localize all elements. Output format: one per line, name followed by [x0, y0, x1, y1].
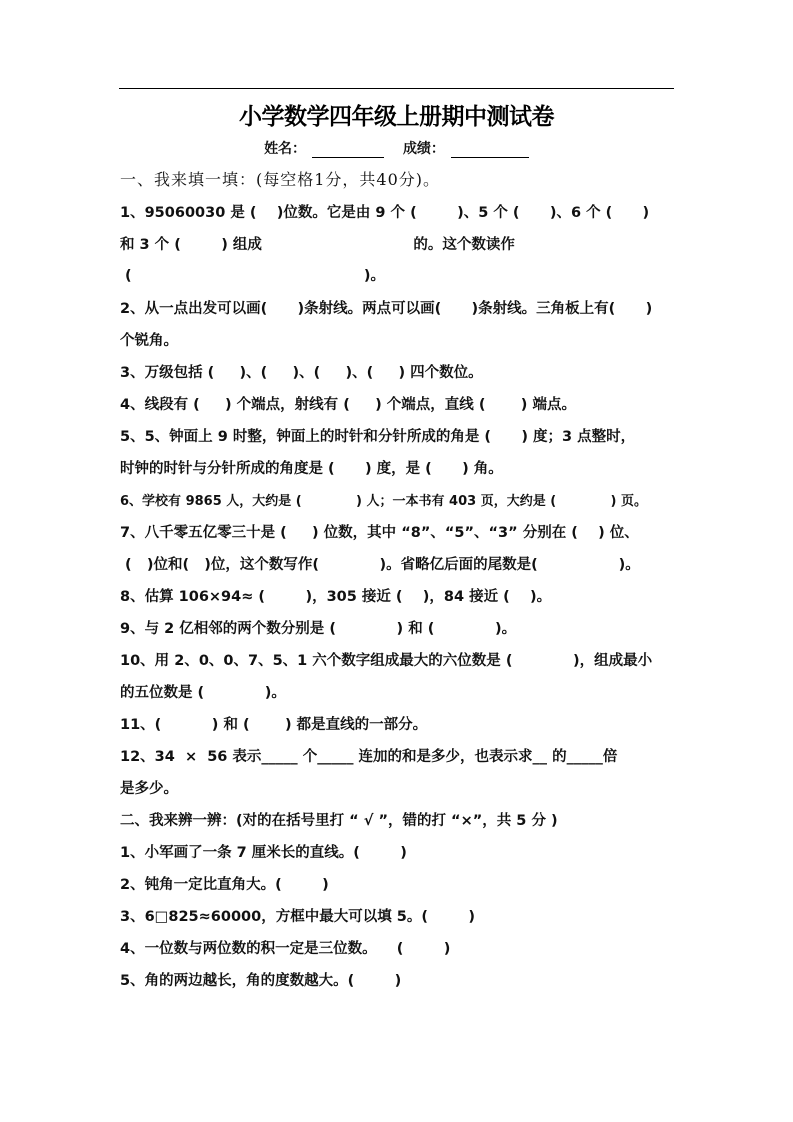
- name-field[interactable]: [312, 143, 384, 158]
- header-rule: [119, 88, 674, 89]
- question-3: 3、万级包括 ( )、( )、( )、( ) 四个数位。: [120, 365, 483, 381]
- score-label: 成绩：: [402, 141, 445, 157]
- question-1-line-1: 1、95060030 是 ( )位数。它是由 9 个 ( )、5 个 ( )、6 个 ( ): [120, 205, 650, 221]
- judge-question-1: 1、小军画了一条 7 厘米长的直线。( ): [120, 845, 407, 861]
- section-2-heading: 二、我来辨一辨：(对的在括号里打 “ √ ”，错的打 “×”，共 5 分 ): [120, 813, 558, 829]
- name-label: 姓名：: [264, 141, 307, 157]
- question-8: 8、估算 106×94≈ ( )，305 接近 ( )，84 接近 ( )。: [120, 589, 552, 605]
- question-1-line-3: ( )。: [120, 268, 386, 284]
- score-field[interactable]: [451, 143, 529, 158]
- question-5-line-2: 时钟的时针与分针所成的角度是 ( ) 度，是 ( ) 角。: [120, 461, 503, 477]
- question-6: 6、学校有 9865 人，大约是 ( ) 人；一本书有 403 页，大约是 ( ) 页。: [120, 494, 647, 509]
- question-9: 9、与 2 亿相邻的两个数分别是 ( ) 和 ( )。: [120, 621, 517, 637]
- question-2-line-1: 2、从一点出发可以画( )条射线。两点可以画( )条射线。三角板上有( ): [120, 301, 653, 317]
- question-7-line-2: ( )位和( )位，这个数写作( )。省略亿后面的尾数是( )。: [120, 557, 640, 573]
- question-2-line-2: 个锐角。: [120, 333, 178, 349]
- question-7-line-1: 7、八千零五亿零三十是 ( ) 位数，其中 “8”、“5”、“3” 分别在 ( ) 位、: [120, 525, 639, 541]
- question-4: 4、线段有 ( ) 个端点，射线有 ( ) 个端点，直线 ( ) 端点。: [120, 397, 576, 413]
- judge-question-4: 4、一位数与两位数的积一定是三位数。 ( ): [120, 941, 451, 957]
- section-1-heading: 一、我来填一填：(每空格1分，共40分)。: [120, 170, 441, 189]
- question-11: 11、( ) 和 ( ) 都是直线的一部分。: [120, 717, 428, 733]
- question-5-line-1: 5、5、钟面上 9 时整，钟面上的时针和分针所成的角是 ( ) 度；3 点整时，: [120, 429, 636, 445]
- page-title: 小学数学四年级上册期中测试卷: [239, 104, 554, 130]
- judge-question-3: 3、6□825≈60000，方框中最大可以填 5。( ): [120, 909, 476, 925]
- question-10-line-2: 的五位数是 ( )。: [120, 685, 286, 701]
- question-12-line-1: 12、34 × 56 表示_____ 个_____ 连加的和是多少，也表示求__ 的_____倍: [120, 749, 618, 765]
- question-1-line-2: 和 3 个 ( ) 组成 的。这个数读作: [120, 237, 515, 253]
- judge-question-2: 2、钝角一定比直角大。( ): [120, 877, 329, 893]
- question-10-line-1: 10、用 2、0、0、7、5、1 六个数字组成最大的六位数是 ( )，组成最小: [120, 653, 653, 669]
- judge-question-5: 5、角的两边越长，角的度数越大。( ): [120, 973, 402, 989]
- student-info-row: [0, 138, 793, 158]
- question-12-line-2: 是多少。: [120, 781, 178, 797]
